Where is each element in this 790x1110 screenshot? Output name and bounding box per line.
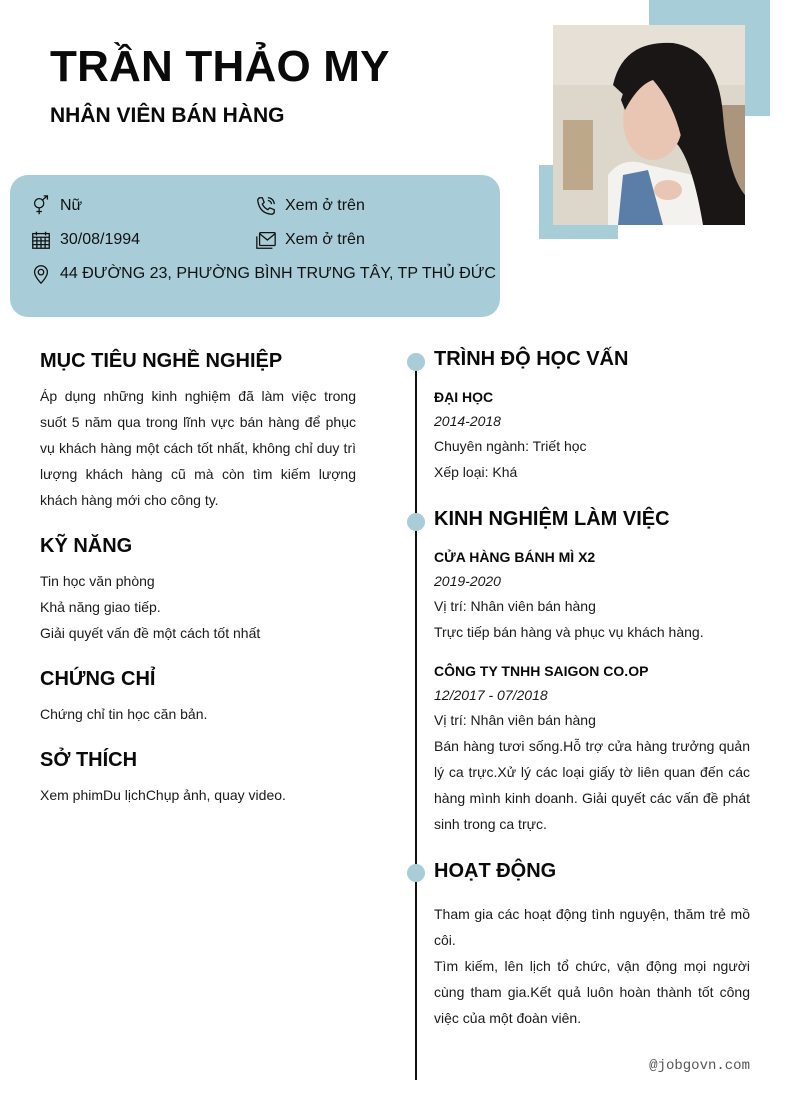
- experience-date: 2019-2020: [434, 573, 501, 589]
- hobbies-section: [40, 749, 356, 808]
- activities-title: HOẠT ĐỘNG: [434, 860, 557, 882]
- skill-item: Giải quyết vấn đề một cách tốt nhất: [40, 625, 261, 641]
- objective-text: Áp dụng những kinh nghiệm đã làm việc trong suốt 5 năm qua trong lĩnh vực bán hàng để phục vụ khách hàng một cách tốt nhất, không chỉ duy trì lượng khách hàng cũ mà còn tìm kiếm lượng khách hàng mới cho công ty.: [40, 388, 356, 508]
- activities-section: [434, 860, 750, 1031]
- certificate-item: Chứng chỉ tin học căn bản.: [40, 706, 208, 722]
- email-value[interactable]: Xem ở trên: [285, 231, 365, 248]
- experience-position: Vị trí: Nhân viên bán hàng: [434, 712, 596, 728]
- activity-item: Tham gia các hoạt động tình nguyện, thăm trẻ mồ côi.: [434, 906, 750, 948]
- contact-email: [255, 229, 365, 251]
- education-title: TRÌNH ĐỘ HỌC VẤN: [434, 348, 629, 370]
- experience-date: 12/2017 - 07/2018: [434, 687, 548, 703]
- skills-section: [40, 535, 356, 646]
- timeline-dot: [407, 513, 425, 531]
- education-grade: Xếp loại: Khá: [434, 464, 518, 480]
- contact-info-panel: [10, 175, 500, 317]
- experience-description: Bán hàng tươi sống.Hỗ trợ cửa hàng trưởng quản lý ca trực.Xử lý các loại giấy tờ liên quan đến các hàng mình kinh doanh. Giải quyết các vấn đề phát sinh trong ca trực.: [434, 738, 750, 832]
- left-column: [40, 350, 356, 830]
- contact-birthday: [30, 229, 140, 251]
- experience-title: KINH NGHIỆM LÀM VIỆC: [434, 508, 670, 530]
- certificates-section: [40, 668, 356, 727]
- gender-value: Nữ: [60, 197, 83, 214]
- experience-section: [434, 508, 750, 837]
- education-degree: ĐẠI HỌC: [434, 389, 494, 405]
- objective-title: MỤC TIÊU NGHỀ NGHIỆP: [40, 350, 283, 372]
- phone-icon: [255, 195, 277, 217]
- certificates-title: CHỨNG CHỈ: [40, 668, 156, 690]
- birthday-value: 30/08/1994: [60, 231, 141, 248]
- watermark: @jobgovn.com: [649, 1058, 750, 1074]
- contact-address: [30, 263, 496, 285]
- experience-item: [434, 659, 750, 837]
- job-title: NHÂN VIÊN BÁN HÀNG: [50, 104, 285, 127]
- contact-gender: [30, 195, 82, 217]
- objective-section: [40, 350, 356, 513]
- activity-item: Tìm kiếm, lên lịch tổ chức, vận động mọi người cùng tham gia.Kết quả luôn hoàn thành tốt công việc của một đoàn viên.: [434, 958, 750, 1026]
- skill-item: Tin học văn phòng: [40, 573, 155, 589]
- company-name: CỬA HÀNG BÁNH MÌ X2: [434, 549, 596, 565]
- experience-description: Trực tiếp bán hàng và phục vụ khách hàng.: [434, 624, 704, 640]
- mail-icon: [255, 229, 277, 251]
- profile-photo-illustration: [553, 25, 745, 225]
- calendar-icon: [30, 229, 52, 251]
- address-value: 44 ĐƯỜNG 23, PHƯỜNG BÌNH TRƯNG TÂY, TP THỦ ĐỨC: [60, 265, 496, 282]
- gender-icon: [30, 195, 52, 217]
- education-date: 2014-2018: [434, 413, 501, 429]
- timeline-dot: [407, 864, 425, 882]
- contact-phone: [255, 195, 365, 217]
- experience-position: Vị trí: Nhân viên bán hàng: [434, 598, 596, 614]
- education-section: [434, 348, 750, 485]
- profile-photo: [553, 25, 745, 225]
- education-major: Chuyên ngành: Triết học: [434, 438, 587, 454]
- hobbies-title: SỞ THÍCH: [40, 749, 138, 771]
- company-name: CÔNG TY TNHH SAIGON CO.OP: [434, 663, 649, 679]
- timeline-dot: [407, 353, 425, 371]
- experience-item: [434, 545, 750, 645]
- phone-value[interactable]: Xem ở trên: [285, 197, 365, 214]
- hobbies-text: Xem phimDu lịchChụp ảnh, quay video.: [40, 787, 286, 803]
- location-pin-icon: [30, 263, 52, 285]
- timeline-line: [415, 360, 417, 1080]
- candidate-name: TRẦN THẢO MY: [50, 42, 390, 91]
- skills-title: KỸ NĂNG: [40, 535, 133, 557]
- skill-item: Khả năng giao tiếp.: [40, 599, 161, 615]
